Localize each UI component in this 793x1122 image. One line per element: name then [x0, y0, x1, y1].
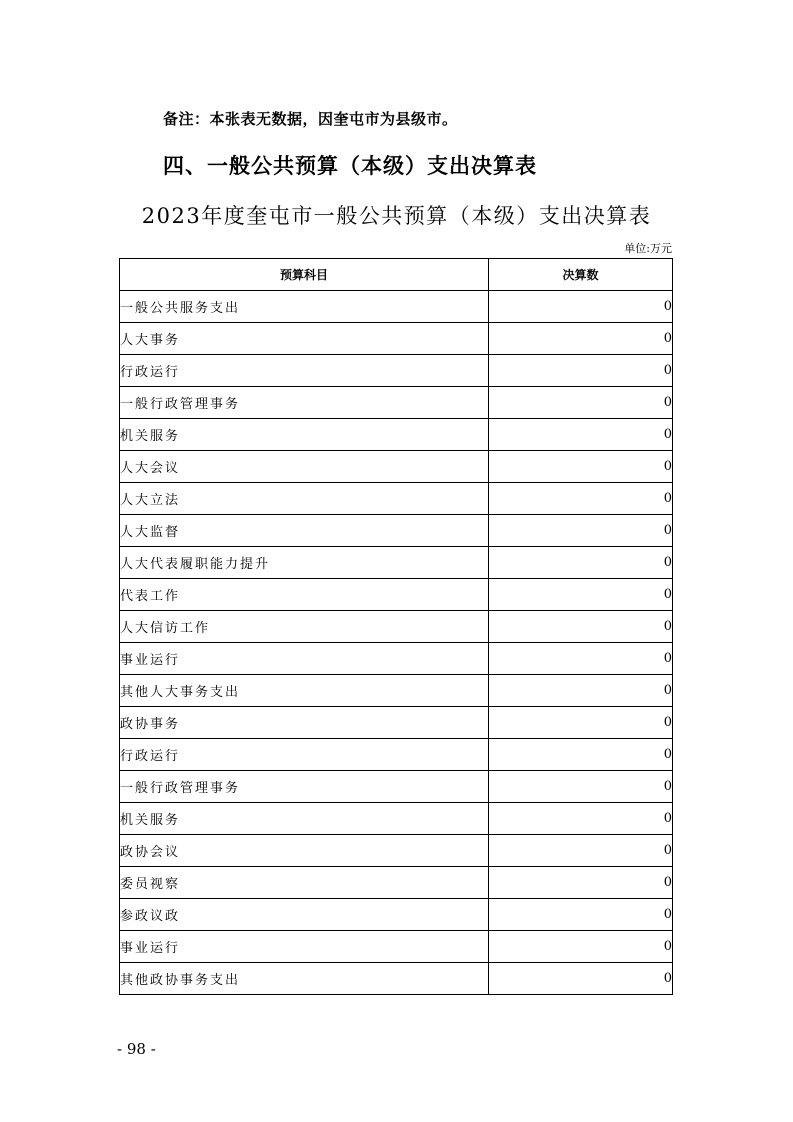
- table-row: [120, 355, 673, 387]
- table-row: [120, 707, 673, 739]
- header-final-amount: 决算数: [489, 259, 673, 291]
- header-budget-subject: 预算科目: [120, 259, 489, 291]
- unit-label: 单位:万元: [624, 242, 672, 255]
- row-value: 0: [489, 611, 673, 643]
- row-name: 事业运行: [120, 643, 489, 675]
- table-row: [120, 291, 673, 323]
- table-row: [120, 963, 673, 995]
- table-row: [120, 867, 673, 899]
- row-value: 0: [489, 707, 673, 739]
- row-value: 0: [489, 643, 673, 675]
- row-value: 0: [489, 355, 673, 387]
- table-row: [120, 675, 673, 707]
- row-name: 一般行政管理事务: [120, 771, 489, 803]
- row-value: 0: [489, 867, 673, 899]
- row-value: 0: [489, 739, 673, 771]
- row-value: 0: [489, 899, 673, 931]
- row-name: 机关服务: [120, 803, 489, 835]
- table-row: [120, 387, 673, 419]
- row-value: 0: [489, 803, 673, 835]
- row-name: 政协会议: [120, 835, 489, 867]
- row-value: 0: [489, 419, 673, 451]
- row-name: 人大监督: [120, 515, 489, 547]
- row-value: 0: [489, 579, 673, 611]
- table-row: [120, 739, 673, 771]
- row-name: 行政运行: [120, 739, 489, 771]
- row-name: 人大代表履职能力提升: [120, 547, 489, 579]
- row-value: 0: [489, 963, 673, 995]
- row-name: 参政议政: [120, 899, 489, 931]
- row-name: 行政运行: [120, 355, 489, 387]
- row-name: 人大事务: [120, 323, 489, 355]
- table-row: [120, 611, 673, 643]
- row-name: 人大立法: [120, 483, 489, 515]
- table-row: [120, 419, 673, 451]
- remark-note: 备注：本张表无数据，因奎屯市为县级市。: [163, 110, 458, 128]
- row-value: 0: [489, 291, 673, 323]
- row-name: 其他人大事务支出: [120, 675, 489, 707]
- row-name: 机关服务: [120, 419, 489, 451]
- table-row: [120, 515, 673, 547]
- table-row: [120, 771, 673, 803]
- table-row: [120, 803, 673, 835]
- row-name: 一般行政管理事务: [120, 387, 489, 419]
- table-row: [120, 931, 673, 963]
- budget-table: [119, 258, 673, 995]
- row-name: 其他政协事务支出: [120, 963, 489, 995]
- row-name: 事业运行: [120, 931, 489, 963]
- row-value: 0: [489, 515, 673, 547]
- row-name: 人大信访工作: [120, 611, 489, 643]
- row-name: 政协事务: [120, 707, 489, 739]
- table-row: [120, 483, 673, 515]
- row-value: 0: [489, 387, 673, 419]
- row-value: 0: [489, 675, 673, 707]
- row-name: 委员视察: [120, 867, 489, 899]
- table-row: [120, 547, 673, 579]
- row-value: 0: [489, 835, 673, 867]
- section-heading: 四、一般公共预算（本级）支出决算表: [163, 154, 537, 178]
- page-number: - 98 -: [117, 1040, 156, 1058]
- table-row: [120, 579, 673, 611]
- row-value: 0: [489, 931, 673, 963]
- table-row: [120, 451, 673, 483]
- table-row: [120, 835, 673, 867]
- table-row: [120, 323, 673, 355]
- row-value: 0: [489, 771, 673, 803]
- row-name: 一般公共服务支出: [120, 291, 489, 323]
- row-value: 0: [489, 547, 673, 579]
- table-row: [120, 643, 673, 675]
- row-value: 0: [489, 323, 673, 355]
- row-name: 人大会议: [120, 451, 489, 483]
- row-value: 0: [489, 483, 673, 515]
- table-row: [120, 899, 673, 931]
- table-header-row: [120, 259, 673, 291]
- row-value: 0: [489, 451, 673, 483]
- row-name: 代表工作: [120, 579, 489, 611]
- table-title: 2023年度奎屯市一般公共预算（本级）支出决算表: [141, 204, 652, 228]
